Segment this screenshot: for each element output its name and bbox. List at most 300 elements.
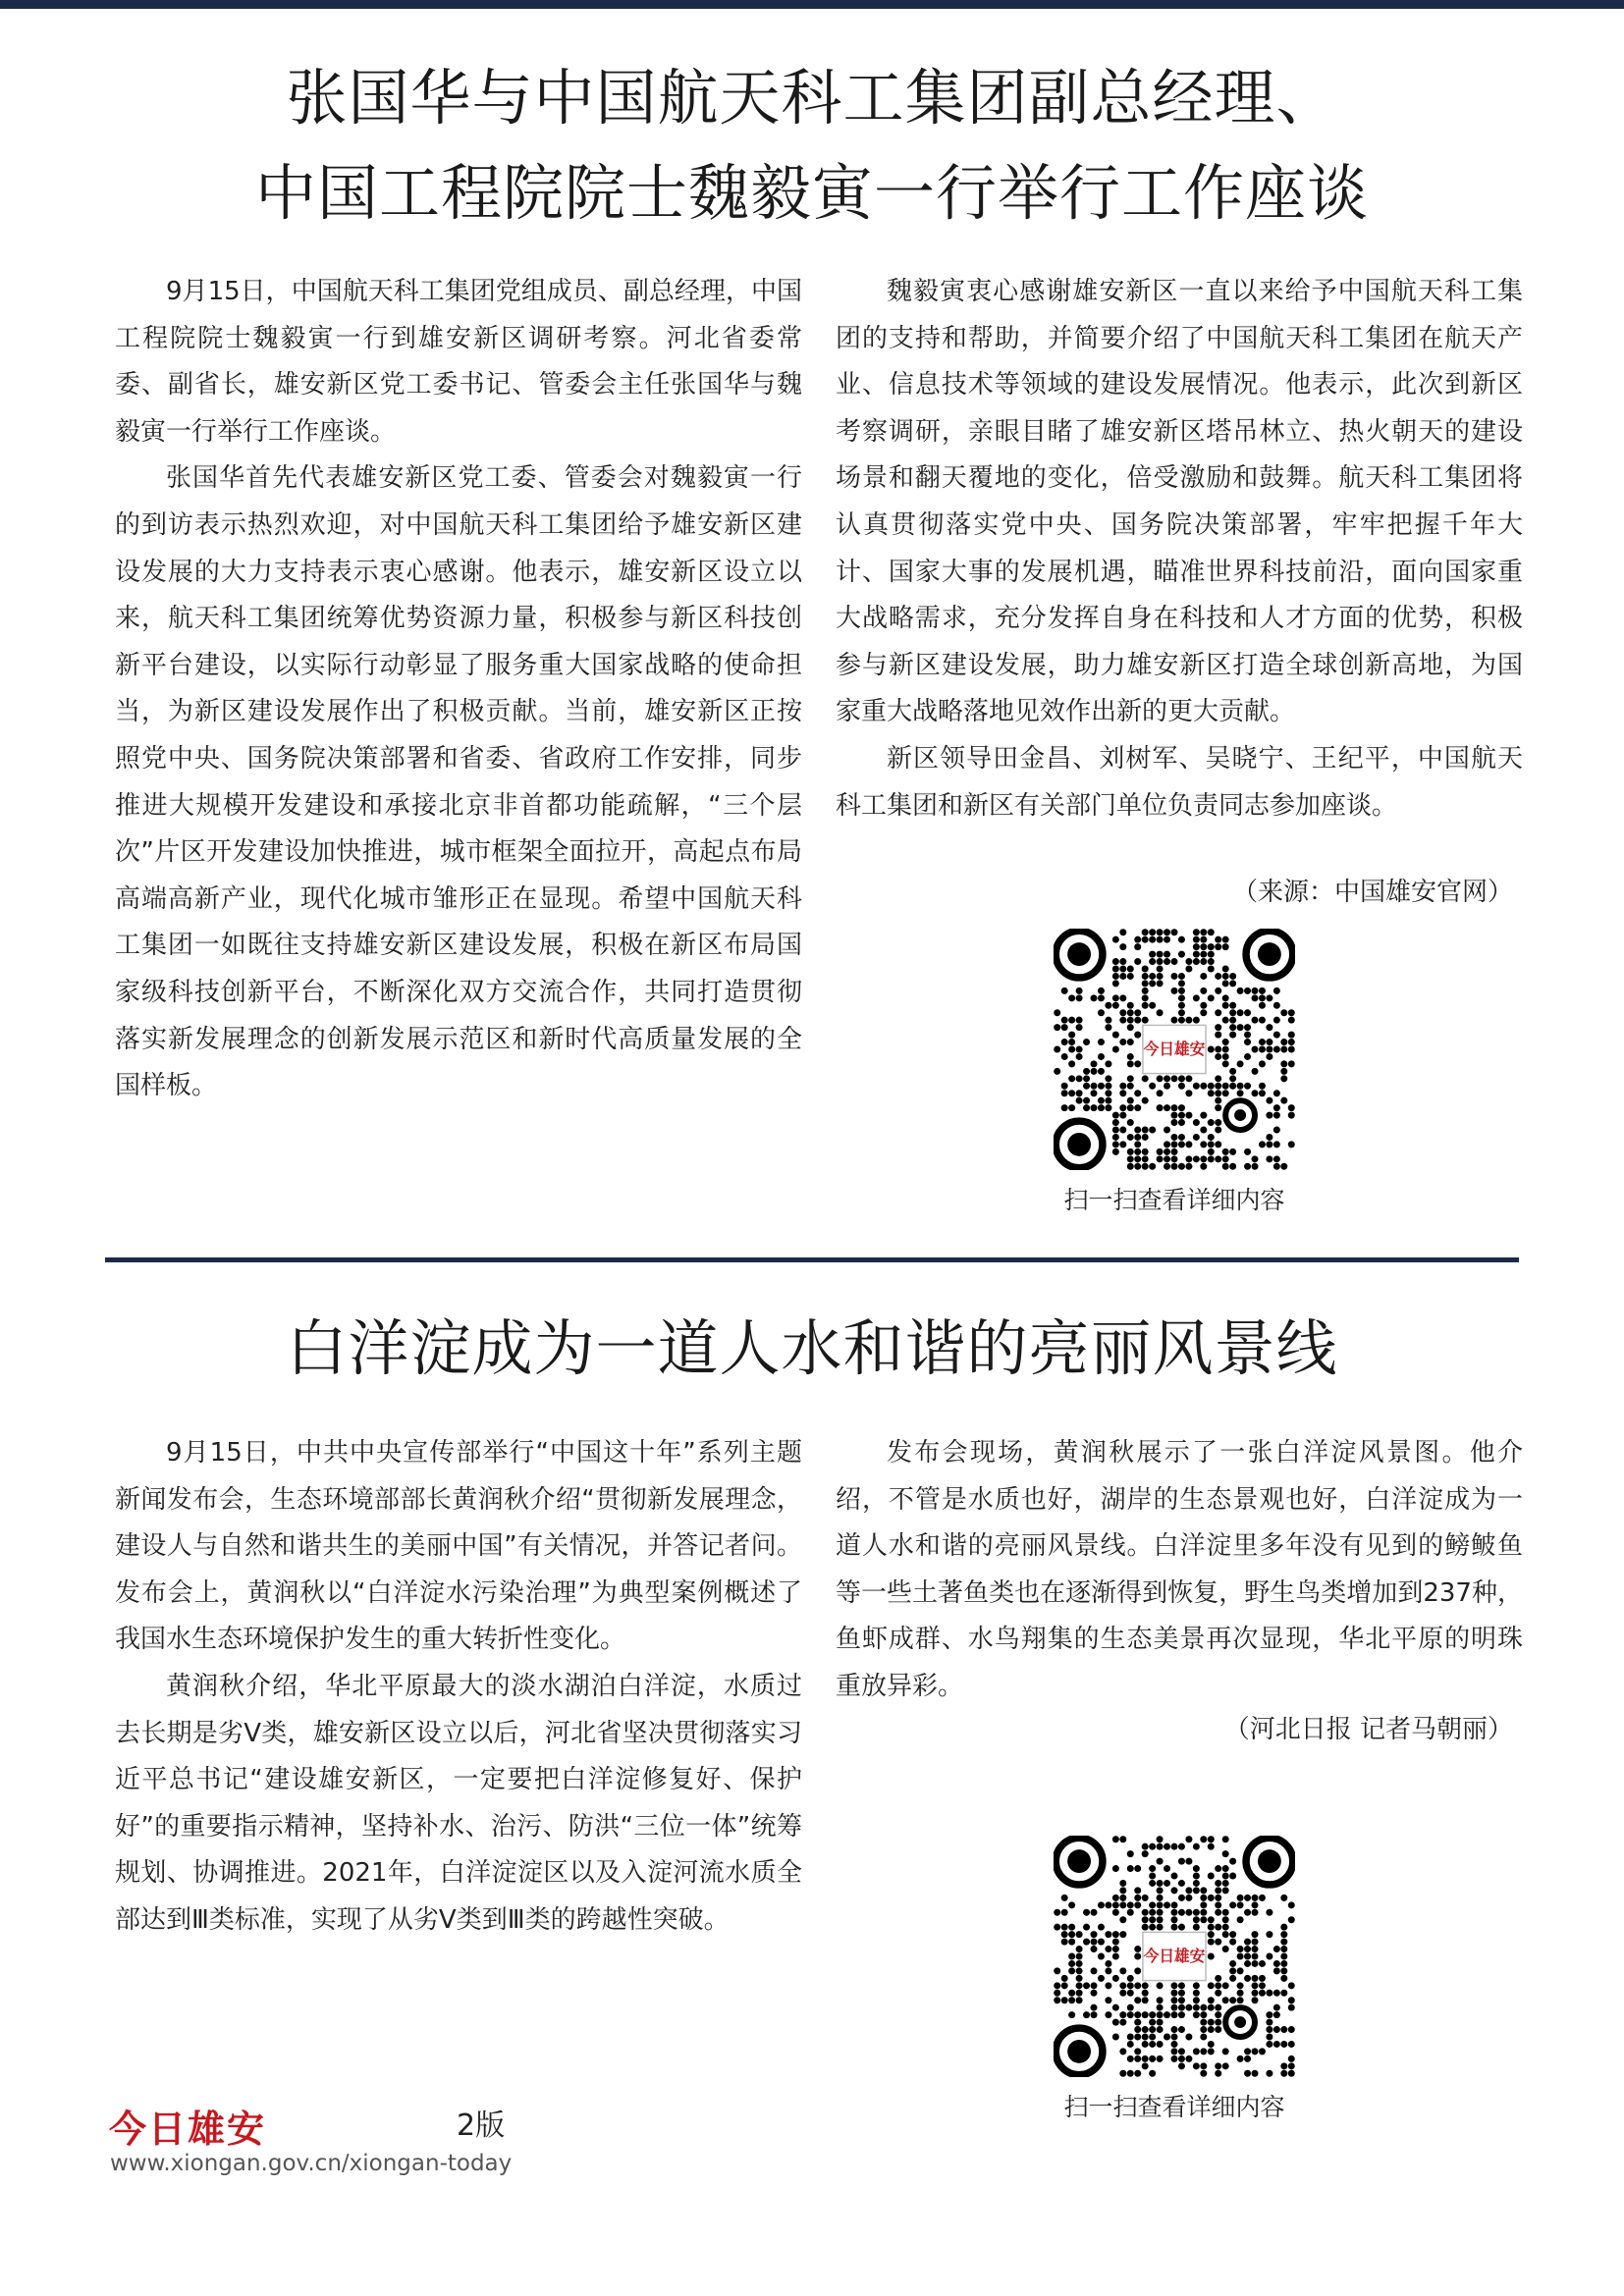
qr-module [1259,1083,1266,1090]
qr-module [1083,1075,1090,1082]
qr-module [1222,1083,1229,1090]
qr-module [1208,1924,1215,1931]
qr-module [1134,943,1141,950]
qr-module [1119,2070,1126,2077]
qr-module [1054,1990,1060,1997]
footer-url[interactable]: www.xiongan.gov.cn/xiongan-today [110,2151,513,2176]
qr-module [1200,1895,1207,1901]
qr-module [1266,1155,1272,1162]
qr-module [1229,1068,1236,1075]
qr-module [1244,2048,1251,2055]
qr-module [1244,1960,1251,1967]
qr-module [1170,988,1177,994]
qr-module [1288,1017,1295,1024]
qr-module [1098,994,1105,1001]
qr-module [1185,1909,1192,1916]
qr-module [1222,1155,1229,1162]
qr-module [1112,1002,1119,1009]
qr-module [1061,1024,1068,1031]
qr-module [1237,1967,1244,1974]
qr-module [1090,1931,1097,1938]
qr-module [1193,1155,1200,1162]
qr-module [1112,1112,1119,1119]
qr-module [1054,1997,1060,2003]
qr-module [1090,1990,1097,1997]
article1-title-line1: 张国华与中国航天科工集团副总经理、 [286,62,1338,133]
qr-module [1068,1960,1075,1967]
qr-module [1119,1916,1126,1923]
qr-module [1244,988,1251,994]
qr-module [1134,1060,1141,1067]
qr-module [1127,1104,1134,1111]
qr-module [1142,1895,1149,1901]
qr-module [1237,1982,1244,1989]
qr-module [1215,936,1221,943]
qr-module [1170,1924,1177,1931]
qr-module [1251,1946,1258,1952]
qr-module [1222,1946,1229,1952]
qr-module [1090,1090,1097,1096]
qr-module [1178,1990,1185,1997]
qr-module [1164,936,1170,943]
qr-module [1112,1045,1119,1052]
qr-module [1208,1895,1215,1901]
qr-module [1259,1895,1266,1901]
qr-module [1259,1990,1266,1997]
qr-module [1149,1924,1156,1931]
qr-module [1119,1990,1126,1997]
qr-module [1119,1967,1126,1974]
qr-module [1178,980,1185,987]
qr-module [1076,1097,1083,1104]
qr-module [1119,1895,1126,1901]
qr-module [1222,1924,1229,1931]
qr-module [1237,2056,1244,2062]
qr-module [1083,1104,1090,1111]
qr-module [1127,1002,1134,1009]
qr-module [1127,2056,1134,2062]
qr-module [1119,1039,1126,1045]
qr-module [1273,1090,1280,1096]
qr-module [1105,1090,1111,1096]
qr-module [1222,936,1229,943]
qr-module [1193,1134,1200,1141]
qr-module [1076,1990,1083,1997]
qr-module [1164,951,1170,958]
qr-module [1273,1967,1280,1974]
qr-module [1127,1075,1134,1082]
article1-qr-caption: 扫一扫查看详细内容 [1063,1186,1285,1214]
qr-module [1222,965,1229,972]
qr-module [1098,1975,1105,1982]
qr-module [1119,2048,1126,2055]
qr-module [1222,1880,1229,1887]
qr-module [1105,1002,1111,1009]
qr-module [1288,1045,1295,1052]
qr-module [1149,2056,1156,2062]
qr-module [1127,1850,1134,1857]
qr-module [1178,1017,1185,1024]
qr-module [1170,1104,1177,1111]
qr-module [1200,2062,1207,2069]
qr-module [1280,1009,1287,1016]
qr-module [1251,1155,1258,1162]
qr-module [1164,1075,1170,1082]
qr-module [1142,1126,1149,1133]
qr-module [1215,1939,1221,1946]
qr-module [1178,1843,1185,1850]
qr-module [1112,994,1119,1001]
qr-module [1178,1119,1185,1126]
qr-module [1127,1148,1134,1155]
qr-module [1105,1967,1111,1974]
qr-module [1288,1039,1295,1045]
qr-module [1222,1039,1229,1045]
qr-module [1076,1053,1083,1060]
qr-module [1098,1083,1105,1090]
qr-module [1061,1039,1068,1045]
qr-module [1134,1032,1141,1039]
qr-module [1149,2026,1156,2033]
qr-module [1134,2056,1141,2062]
qr-module [1273,1032,1280,1039]
qr-module [1164,1901,1170,1908]
article1-paragraph-2: 张国华首先代表雄安新区党工委、管委会对魏毅寅一行的到访表示热烈欢迎，对中国航天科工集团给予雄安新区建设发展的大力支持表示衷心感谢。他表示，雄安新区设立以来，航天科工集团统筹优势资源力量，积极参与新区科技创新平台建设，以实际行动彰显了服务重大国家战略的使命担当，为新区建设发展作出了积极贡献。当前，雄安新区正按照党中央、国务院决策部署和省委、省政府工作安排，同步推进大规模开发建设和承接北京非首都功能疏解，“三个层次”片区开发建设加快推进，城市框架全面拉开，高起点布局高端高新产业，现代化城市雏形正在显现。希望中国航天科工集团一如既往支持雄安新区建设发展，积极在新区布局国家级科技创新平台，不断深化双方交流合作，共同打造贯彻落实新发展理念的创新发展示范区和新时代高质量发展的全国样板。 [115,463,802,1101]
qr-module [1229,1858,1236,1865]
qr-module [1266,1952,1272,1959]
qr-module [1112,965,1119,972]
qr-module [1061,1924,1068,1931]
qr-module [1164,1865,1170,1872]
qr-module [1273,1045,1280,1052]
qr-module [1119,973,1126,980]
qr-module [1208,2041,1215,2048]
qr-module [1251,1931,1258,1938]
qr-module [1185,2004,1192,2011]
qr-module [1112,1134,1119,1141]
qr-module [1215,1032,1221,1039]
qr-module [1288,2062,1295,2069]
qr-module [1185,1163,1192,1170]
qr-module [1098,1104,1105,1111]
qr-module [1266,2026,1272,2033]
qr-module [1193,1083,1200,1090]
qr-module [1134,1155,1141,1162]
qr-module [1134,2026,1141,2033]
qr-module [1098,1939,1105,1946]
qr-module [1200,1126,1207,1133]
qr-module [1208,1836,1215,1842]
qr-module [1208,1982,1215,1989]
qr-module [1083,2011,1090,2018]
qr-module [1090,1068,1097,1075]
qr-module [1119,929,1126,935]
qr-module [1157,1836,1164,1842]
qr-module [1193,1843,1200,1850]
qr-module [1164,1880,1170,1887]
qr-module [1134,1141,1141,1148]
qr-module [1170,2033,1177,2040]
qr-module [1157,1148,1164,1155]
qr-module [1134,1967,1141,1974]
qr-module [1112,958,1119,965]
qr-module [1127,1083,1134,1090]
qr-module [1280,1075,1287,1082]
qr-module [1259,2048,1266,2055]
qr-module [1280,1931,1287,1938]
article1-left-column [115,269,802,1110]
qr-module [1185,1141,1192,1148]
qr-module [1266,1045,1272,1052]
qr-module [1105,1060,1111,1067]
qr-module [1280,1039,1287,1045]
qr-module [1119,1901,1126,1908]
qr-module [1229,1939,1236,1946]
article1-qr-code[interactable] [1054,929,1295,1170]
qr-module [1244,1083,1251,1090]
qr-module [1134,1997,1141,2003]
qr-module [1127,1982,1134,1989]
qr-module [1170,2048,1177,2055]
qr-module [1251,2070,1258,2077]
qr-module [1193,929,1200,935]
qr-module [1208,2026,1215,2033]
qr-module [1142,2026,1149,2033]
qr-module [1200,2011,1207,2018]
qr-module [1200,1836,1207,1842]
qr-module [1083,1924,1090,1931]
qr-module [1076,1045,1083,1052]
qr-module [1280,1990,1287,1997]
qr-module [1193,936,1200,943]
qr-module [1134,936,1141,943]
qr-module [1215,1097,1221,1104]
article2-right-column [836,1430,1523,1711]
qr-module [1170,1901,1177,1908]
qr-module [1134,2070,1141,2077]
qr-module [1273,2011,1280,2018]
qr-module [1149,951,1156,958]
qr-module [1178,1002,1185,1009]
qr-module [1098,1009,1105,1016]
qr-module [1208,943,1215,950]
qr-module [1273,1112,1280,1119]
qr-module [1149,1163,1156,1170]
qr-module [1266,2011,1272,2018]
qr-module [1134,1946,1141,1952]
qr-module [1185,1836,1192,1842]
qr-module [1090,1946,1097,1952]
qr-module [1251,1997,1258,2003]
qr-module [1200,2019,1207,2026]
qr-module [1119,1083,1126,1090]
qr-module [1193,943,1200,950]
qr-module [1142,1075,1149,1082]
qr-module [1112,1952,1119,1959]
qr-module [1142,1924,1149,1931]
qr-module [1157,1909,1164,1916]
qr-module [1157,2026,1164,2033]
qr-module [1193,1916,1200,1923]
qr-module [1288,1060,1295,1067]
qr-module [1244,1163,1251,1170]
article2-source: （河北日报 记者马朝丽） [1223,1715,1513,1744]
qr-module [1178,1858,1185,1865]
qr-module [1105,1931,1111,1938]
qr-module [1119,994,1126,1001]
qr-module [1164,1126,1170,1133]
qr-module [1142,936,1149,943]
qr-module [1200,1155,1207,1162]
qr-module [1068,1017,1075,1024]
qr-module [1222,1887,1229,1894]
qr-module [1090,1083,1097,1090]
qr-module [1134,2033,1141,2040]
qr-module [1178,1134,1185,1141]
qr-module [1215,1024,1221,1031]
qr-module [1215,2019,1221,2026]
qr-module [1127,1865,1134,1872]
qr-module [1142,1982,1149,1989]
qr-module [1273,2026,1280,2033]
qr-module [1229,1872,1236,1879]
section-divider [105,1257,1519,1262]
qr-module [1237,1990,1244,1997]
qr-module [1157,2056,1164,2062]
qr-module [1200,943,1207,950]
qr-module [1178,988,1185,994]
qr-module [1251,1975,1258,1982]
qr-module [1142,980,1149,987]
qr-module [1127,1155,1134,1162]
qr-module [1068,1901,1075,1908]
qr-module [1288,2070,1295,2077]
qr-module [1112,1836,1119,1842]
qr-module [1134,1865,1141,1872]
qr-module [1222,1909,1229,1916]
qr-module [1068,1039,1075,1045]
qr-module [1251,1895,1258,1901]
qr-module [1280,1097,1287,1104]
qr-module [1193,1909,1200,1916]
qr-module [1251,2048,1258,2055]
qr-module [1200,2004,1207,2011]
qr-module [1083,1982,1090,1989]
qr-module [1178,1880,1185,1887]
qr-module [1119,943,1126,950]
qr-module [1112,1148,1119,1155]
qr-module [1229,1975,1236,1982]
qr-module [1280,2070,1287,2077]
qr-module [1193,994,1200,1001]
qr-module [1164,1083,1170,1090]
qr-module [1178,1997,1185,2003]
qr-module [1068,1104,1075,1111]
qr-module [1193,1982,1200,1989]
qr-module [1273,1155,1280,1162]
qr-module [1170,1155,1177,1162]
qr-module [1244,1148,1251,1155]
qr-module [1105,1097,1111,1104]
qr-module [1222,1865,1229,1872]
qr-module [1244,1032,1251,1039]
qr-module [1288,1032,1295,1039]
qr-module [1164,1155,1170,1162]
qr-module [1083,1909,1090,1916]
qr-module [1244,1939,1251,1946]
qr-module [1068,1967,1075,1974]
qr-module [1208,2048,1215,2055]
qr-module [1098,1039,1105,1045]
qr-module [1119,1104,1126,1111]
qr-module [1178,2048,1185,2055]
qr-module [1170,1163,1177,1170]
qr-module [1178,1104,1185,1111]
qr-module [1170,1112,1177,1119]
qr-module [1157,951,1164,958]
qr-module [1237,1083,1244,1090]
qr-module [1280,1060,1287,1067]
qr-module [1259,1017,1266,1024]
article2-title: 白洋淀成为一道人水和谐的亮丽风景线 [286,1312,1338,1384]
qr-module [1208,1045,1215,1052]
qr-module [1119,1017,1126,1024]
qr-module [1208,2004,1215,2011]
qr-module [1076,1075,1083,1082]
qr-module [1280,1895,1287,1901]
qr-module [1244,1946,1251,1952]
qr-module [1061,988,1068,994]
qr-module [1244,2070,1251,2077]
qr-module [1259,1060,1266,1067]
qr-module [1229,1009,1236,1016]
qr-module [1134,1982,1141,1989]
qr-module [1229,1997,1236,2003]
qr-module [1178,1982,1185,1989]
qr-module [1200,929,1207,935]
qr-module [1273,1017,1280,1024]
qr-module [1208,1090,1215,1096]
article2-left-column [115,1430,802,1945]
qr-module [1149,2041,1156,2048]
qr-module [1157,2041,1164,2048]
qr-module [1259,988,1266,994]
qr-module [1134,2011,1141,2018]
qr-module [1127,1060,1134,1067]
qr-module [1185,1895,1192,1901]
qr-module [1134,1901,1141,1908]
qr-module [1288,1901,1295,1908]
article2-qr-code[interactable] [1054,1836,1295,2077]
qr-module [1222,1850,1229,1857]
qr-module [1119,2011,1126,2018]
qr-module [1098,1068,1105,1075]
qr-module [1178,2056,1185,2062]
qr-module [1244,1053,1251,1060]
qr-module [1215,1053,1221,1060]
qr-module [1142,929,1149,935]
qr-module [1178,1075,1185,1082]
qr-module [1098,1097,1105,1104]
qr-module [1280,1975,1287,1982]
qr-module [1157,1858,1164,1865]
qr-module [1119,1126,1126,1133]
qr-module [1068,1939,1075,1946]
qr-module [1142,1155,1149,1162]
qr-module [1185,958,1192,965]
qr-module [1127,2070,1134,2077]
qr-module [1273,1126,1280,1133]
